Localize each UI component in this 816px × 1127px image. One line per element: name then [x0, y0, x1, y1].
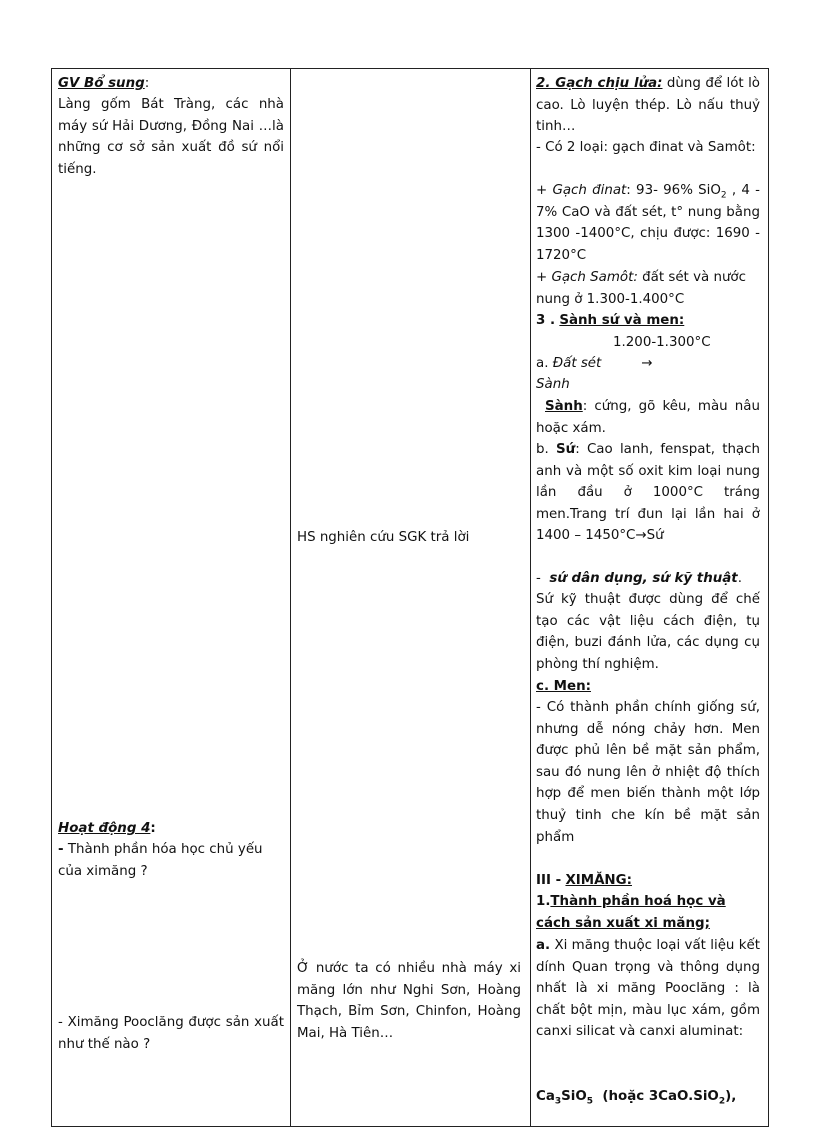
clay-word: Đất sét [552, 356, 602, 371]
section-2-heading: 2. Gạch chịu lửa: [536, 76, 663, 91]
content-column [531, 69, 769, 1127]
hd4-heading: Hoạt động 4 [58, 821, 151, 836]
section-2-intro [536, 73, 760, 138]
section-1-heading-line [536, 891, 736, 934]
hd4-heading-line [58, 818, 284, 840]
student-column [291, 69, 531, 1127]
gv-heading-line [58, 73, 284, 95]
teacher-column [52, 69, 291, 1127]
cement-text [536, 935, 760, 1043]
section-iii-prefix: III - [536, 873, 562, 888]
su-kt-text: Sứ kỹ thuật được dùng để chế tạo các vật liệu cách điện, tụ điện, buzi đánh lửa, các dụng cụ phòng thí nghiệm. [536, 592, 760, 672]
b-label: b. [536, 442, 549, 457]
section-1-num: 1. [536, 894, 551, 909]
hs-answer: HS nghiên cứu SGK trả lời [297, 530, 470, 545]
factories-text: Ở nước ta có nhiều nhà máy xi măng lớn như Nghi Sơn, Hoàng Thạch, Bỉm Sơn, Chinfon, Hoàng Mai, Hà Tiên… [297, 961, 521, 1041]
clay-line [536, 353, 760, 375]
question-1 [58, 839, 284, 882]
section-iii-heading: XIMĂNG: [565, 873, 632, 888]
a-label: a. [536, 356, 549, 371]
sanh-desc: : cứng, gõ kêu, màu nâu hoặc xám. [536, 399, 760, 436]
section-3-heading: Sành sứ và men: [559, 313, 685, 328]
samot-label: + Gạch Samôt: [536, 270, 638, 285]
gv-text: Làng gốm Bát Tràng, các nhà máy sứ Hải Dương, Đồng Nai …là những cơ sở sản xuất đồ sứ nổi tiếng. [58, 97, 284, 177]
section-iii-heading-line [536, 870, 760, 892]
gv-colon: : [144, 76, 150, 91]
su-types [536, 568, 760, 590]
dinat-brick [536, 180, 760, 266]
dinat-sub: 2 [720, 190, 727, 201]
su-types-dot: . [737, 571, 742, 586]
lesson-table [51, 68, 769, 1127]
arrow-icon: → [641, 356, 653, 371]
section-2-intro-text: dùng để lót lò cao. Lò luyện thép. Lò nấu thuỷ tinh… [536, 76, 760, 135]
brick-types: - Có 2 loại: gạch đinat và Samôt: [536, 140, 756, 155]
men-heading: c. Men: [536, 679, 591, 694]
section-3-heading-line [536, 310, 760, 332]
gv-heading: GV Bổ sung [58, 76, 145, 91]
formula-b: SiO [561, 1089, 587, 1104]
formula-a: Ca [536, 1089, 555, 1104]
formula-sub3: 2 [718, 1096, 726, 1107]
cement-formula [536, 1086, 760, 1108]
sanh-definition [536, 396, 760, 439]
su-label: Sứ [556, 442, 576, 457]
samot-brick [536, 267, 760, 310]
dinat-text-b: , 4 - 7% CaO và đất sét, t° nung bằng 1300 -1400°C, chịu được: 1690 - 1720°C [536, 183, 760, 263]
su-definition [536, 439, 760, 547]
a2-label: a. [536, 938, 551, 953]
sanh-label: Sành [545, 399, 583, 414]
formula-sub1: 3 [554, 1096, 562, 1107]
su-types-dash: - [536, 571, 541, 586]
question-2: - Ximăng Pooclăng được sản xuất như thế nào ? [58, 1015, 284, 1052]
question-1-text: Thành phần hóa học chủ yếu của ximăng ? [58, 842, 263, 879]
temp-range: 1.200-1.300°C [613, 335, 711, 350]
su-types-text: sứ dân dụng, sứ kỹ thuật [549, 571, 738, 586]
sanh-result: Sành [536, 377, 570, 392]
section-3-num: 3 . [536, 313, 556, 328]
formula-c: (hoặc 3CaO.SiO [593, 1089, 719, 1104]
formula-d: ), [725, 1089, 737, 1104]
section-1-heading: Thành phần hoá học và cách sản xuất xi măng; [536, 894, 726, 931]
dinat-text-a: : 93- 96% SiO [626, 183, 721, 198]
samot-text: đất sét và nước nung ở 1.300-1.400°C [536, 270, 746, 307]
men-text: - Có thành phần chính giống sứ, nhưng dễ nóng chảy hơn. Men được phủ lên bề mặt sản phẩm, sau đó nung lên ở nhiệt độ thích hợp để men biến thành một lớp thuỷ tinh che kín bề mặt sản phẩm [536, 700, 760, 845]
formula-sub2: 5 [586, 1096, 594, 1107]
a2-text: Xi măng thuộc loại vất liệu kết dính Quan trọng và thông dụng nhất là xi măng Pooclăng : là chất bột mịn, màu lục xám, gồm canxi silicat và canxi aluminat: [536, 938, 760, 1040]
dinat-label: + Gạch đinat [536, 183, 627, 198]
su-desc: : Cao lanh, fenspat, thạch anh và một số oxit kim loại nung lần đầu ở 1000°C tráng men.Trang trí đun lại lần hai ở 1400 – 1450°C→Sứ [536, 442, 760, 544]
hd4-colon: : [150, 821, 156, 836]
question-1-dash: - [58, 842, 64, 857]
